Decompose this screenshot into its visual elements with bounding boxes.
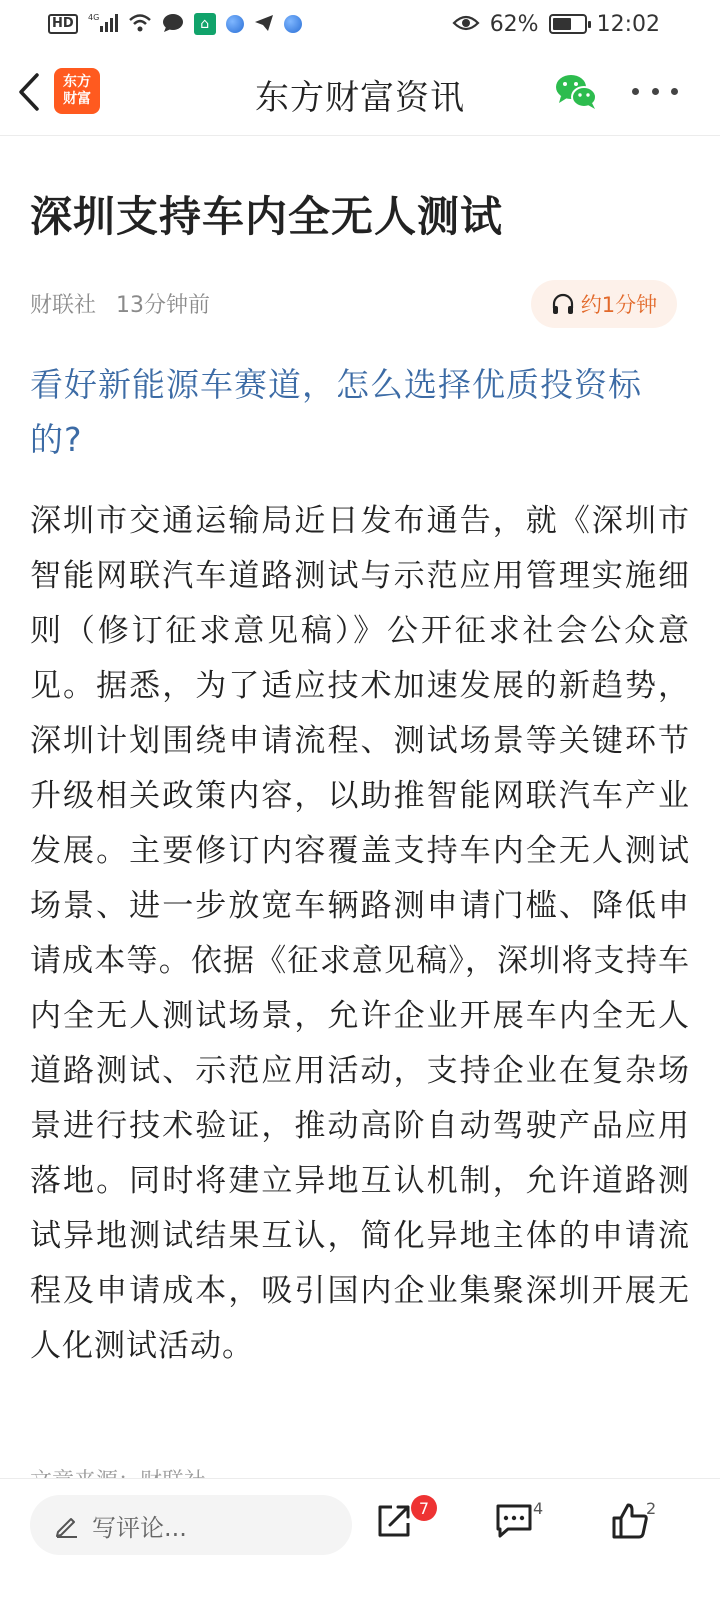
listen-button[interactable] xyxy=(531,280,677,328)
like-count: 2 xyxy=(646,1499,657,1518)
browser-icon xyxy=(226,15,244,33)
browser-icon-2 xyxy=(284,15,302,33)
more-dot-icon xyxy=(671,88,678,95)
eye-icon xyxy=(452,13,480,36)
thumbs-up-icon xyxy=(610,1501,650,1541)
status-left xyxy=(48,12,302,37)
bottom-action-bar xyxy=(0,1478,720,1600)
message-icon xyxy=(162,13,184,36)
headphones-icon xyxy=(551,293,575,315)
more-options-button[interactable] xyxy=(632,78,678,104)
comment-placeholder: 写评论... xyxy=(92,1513,187,1542)
app-header xyxy=(0,48,720,136)
telegram-icon xyxy=(254,14,274,35)
status-bar xyxy=(0,0,720,48)
share-badge: 7 xyxy=(411,1495,437,1521)
status-right xyxy=(452,12,660,37)
promo-link[interactable]: 看好新能源车赛道，怎么选择优质投资标的? xyxy=(30,365,642,459)
battery-icon xyxy=(549,14,587,34)
logo-line-2: 财富 xyxy=(63,91,91,107)
article-meta xyxy=(30,288,210,319)
more-dot-icon xyxy=(632,88,639,95)
comment-bubble-icon xyxy=(494,1501,534,1541)
more-dot-icon xyxy=(652,88,659,95)
article-source[interactable]: 财联社 xyxy=(30,293,97,318)
article-title: 深圳支持车内全无人测试 xyxy=(30,192,504,241)
article-body: 深圳市交通运输局近日发布通告，就《深圳市智能网联汽车道路测试与示范应用管理实施细则（修订征求意见稿）》公开征求社会公众意见。据悉，为了适应技术加速发展的新趋势，深圳计划围绕申请流程、测试场景等关键环节升级相关政策内容，以助推智能网联汽车产业发展。主要修订内容覆盖支持车内全无人测试场景、进一步放宽车辆路测申请门槛、降低申请成本等。依据《征求意见稿》，深圳将支持车内全无人测试场景，允许企业开展车内全无人道路测试、示范应用活动，支持企业在复杂场景进行技术验证，推动高阶自动驾驶产品应用落地。同时将建立异地互认机制，允许道路测试异地测试结果互认，简化异地主体的申请流程及申请成本，吸引国内企业集聚深圳开展无人化测试活动。 xyxy=(30,503,690,1364)
clock: 12:02 xyxy=(596,11,660,37)
signal-icon xyxy=(88,12,118,37)
battery-level-fill xyxy=(553,18,572,30)
source-footer xyxy=(30,1460,206,1480)
logo-line-1: 东方 xyxy=(63,74,91,90)
comment-input[interactable] xyxy=(30,1495,352,1555)
comments-button[interactable] xyxy=(494,1501,534,1541)
hd-indicator: HD xyxy=(48,14,78,34)
like-button[interactable] xyxy=(610,1501,650,1541)
article-time: 13分钟前 xyxy=(116,293,211,318)
pencil-icon xyxy=(54,1512,80,1538)
listen-duration-label: 约1分钟 xyxy=(580,293,658,317)
share-button[interactable] xyxy=(374,1501,414,1541)
comment-count: 4 xyxy=(533,1499,544,1518)
app-notification-icon: ⌂ xyxy=(194,13,216,35)
page-title: 东方财富资讯 xyxy=(255,78,465,118)
battery-percent: 62% xyxy=(489,11,539,37)
wifi-icon xyxy=(128,13,152,36)
network-type-label: 4G xyxy=(87,12,99,22)
wechat-share-icon[interactable] xyxy=(554,72,598,112)
share-icon xyxy=(374,1501,414,1541)
